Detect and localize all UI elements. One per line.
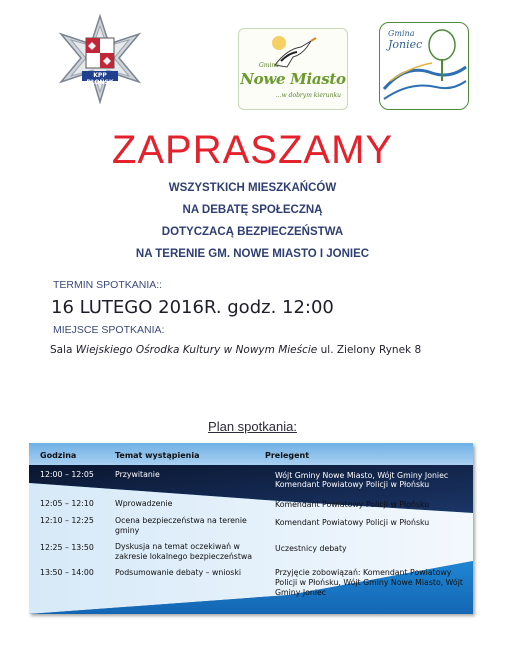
nowe-miasto-gmina-label: Gmina (259, 62, 279, 69)
police-logo-text: KPP PŁOŃSK (86, 72, 114, 86)
row-topic: Przywitanie (115, 470, 160, 479)
joniec-logo (379, 22, 469, 110)
row-topic: zakresie lokalnego bezpieczeństwa (115, 552, 253, 561)
row-topic: Podsumowanie debaty – wnioski (115, 568, 242, 577)
place-label: MIEJSCE SPOTKANIA: (53, 324, 165, 336)
place-venue: Wiejskiego Ośrodka Kultury w Nowym Mieście (75, 344, 318, 356)
row-time: 12:00 – 12:05 (40, 470, 94, 479)
tree-river-icon (380, 23, 468, 109)
row-topic: Dyskusja na temat oczekiwań w (115, 542, 240, 551)
plan-table-background (29, 443, 473, 614)
plan-title: Plan spotkania: (208, 419, 297, 434)
row-speaker: Komendant Powiatowy Policji w Płońsku (275, 518, 430, 527)
page-title: ZAPRASZAMY (111, 128, 394, 172)
place-address: ul. Zielony Rynek 8 (317, 344, 422, 356)
police-logo (55, 14, 145, 104)
row-speaker: Uczestnicy debaty (275, 544, 347, 553)
plan-table (29, 443, 473, 614)
joniec-gmina-label: Gmina (388, 29, 415, 38)
row-speaker: Przyjęcie zobowiązań: Komendant Powiatowy (275, 568, 452, 577)
column-header-topic: Temat wystąpienia (115, 451, 200, 460)
row-topic: Wprowadzenie (115, 499, 173, 508)
row-speaker: Komendant Powiatowy Policji w Płońsku (275, 480, 430, 489)
row-time: 12:25 – 13:50 (40, 543, 94, 552)
row-topic: Ocena bezpieczeństwa na terenie (115, 516, 247, 525)
row-speaker: Komendant Powiatowy Policji w Płońsku (275, 500, 430, 509)
subtitle-line: NA TERENIE GM. NOWE MIASTO I JONIEC (135, 248, 370, 260)
term-value: 16 LUTEGO 2016R. godz. 12:00 (51, 297, 334, 318)
subtitle-line: WSZYSTKICH MIESZKAŃCÓW (168, 182, 337, 194)
term-label: TERMIN SPOTKANIA:: (53, 279, 163, 291)
joniec-name: Joniec (388, 38, 423, 51)
police-star-icon (55, 14, 145, 104)
subtitle-line: DOTYCZACĄ BEZPIECZEŃSTWA (161, 226, 344, 238)
row-topic: gminy (115, 526, 140, 535)
nowe-miasto-name: Nowe Miasto (240, 70, 346, 88)
place-prefix: Sala (50, 344, 76, 356)
nowe-miasto-slogan: ...w dobrym kierunku (275, 92, 341, 99)
place-value (50, 344, 421, 356)
row-time: 12:10 – 12:25 (40, 516, 94, 525)
row-speaker: Wójt Gminy Nowe Miasto, Wójt Gminy Joniec (275, 471, 449, 480)
nowe-miasto-logo (238, 28, 348, 110)
column-header-speaker: Prelegent (265, 451, 310, 460)
row-time: 12:05 – 12:10 (40, 499, 94, 508)
row-speaker: Policji w Płońsku, Wójt Gminy Nowe Miasto, Wójt (275, 578, 463, 587)
row-time: 13:50 – 14:00 (40, 568, 94, 577)
column-header-time: Godzina (40, 451, 77, 460)
subtitle-line: NA DEBATĘ SPOŁECZNĄ (182, 204, 323, 216)
row-speaker: Gminy Joniec (275, 588, 327, 597)
